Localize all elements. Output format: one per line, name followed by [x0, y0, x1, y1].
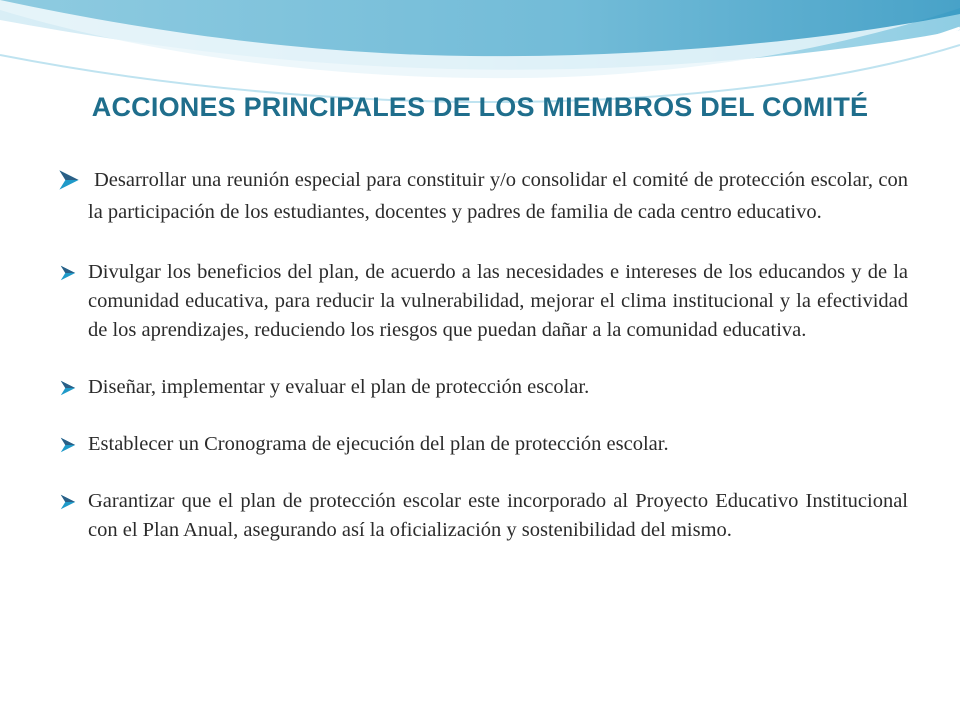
list-item	[56, 373, 908, 402]
arrow-bullet-icon	[56, 168, 82, 192]
bullet-text: Desarrollar una reunión especial para constituir y/o consolidar el comité de protección escolar, con la participación de los estudiantes, docentes y padres de familia de cada centro educativo.	[88, 169, 908, 223]
bullet-text: Divulgar los beneficios del plan, de acuerdo a las necesidades e intereses de los educandos y de la comunidad educativa, para reducir la vulnerabilidad, mejorar el clima institucional y la efectividad de los aprendizajes, reduciendo los riesgos que puedan dañar a la comunidad educativa.	[88, 261, 908, 341]
bullet-text: Establecer un Cronograma de ejecución del plan de protección escolar.	[88, 433, 669, 455]
arrow-bullet-icon	[58, 264, 78, 282]
list-item	[56, 430, 908, 459]
list-item	[56, 164, 908, 228]
arrow-bullet-icon	[58, 493, 78, 511]
list-item	[56, 487, 908, 545]
bullet-list	[56, 164, 908, 573]
bullet-text: Garantizar que el plan de protección escolar este incorporado al Proyecto Educativo Institucional con el Plan Anual, asegurando así la oficialización y sostenibilidad del mismo.	[88, 490, 908, 541]
bullet-text: Diseñar, implementar y evaluar el plan de protección escolar.	[88, 376, 590, 398]
slide-title: ACCIONES PRINCIPALES DE LOS MIEMBROS DEL COMITÉ	[91, 92, 869, 122]
arrow-bullet-icon	[58, 436, 78, 454]
arrow-bullet-icon	[58, 379, 78, 397]
list-item	[56, 258, 908, 345]
